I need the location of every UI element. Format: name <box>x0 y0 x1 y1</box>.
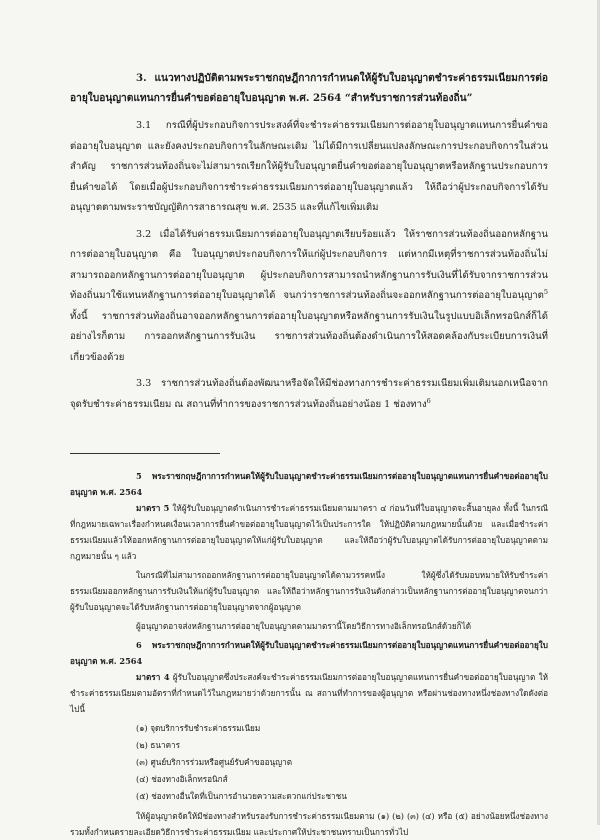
footnote-6-text: ผู้รับใบอนุญาตซึ่งประสงค์จะชำระค่าธรรมเนียมการต่ออายุใบอนุญาตแทนการยื่นคำขอต่ออายุใบอนุญาต ให้ชำระค่าธรรมเนียมตามอัตราที่กำหนดไว้ในกฎหมายว่าด้วยการนั้น ณ สถานที่ทำการของผู้อนุญาต หรือผ่านช่องทางหนึ่งช่องทางใดดังต่อไปนี้ <box>70 672 548 714</box>
paragraph-3-2-tail: ทั้งนี้ ราชการส่วนท้องถิ่นอาจออกหลักฐานการต่ออายุใบอนุญาตหรือหลักฐานการรับเงินในรูปแบบอิเล็กทรอนิกส์ก็ได้ อย่างไรก็ตาม การออกหลักฐานการรับเงิน ราชการส่วนท้องถิ่นต้องดำเนินการให้สอดคล้องกับระเบียบการเงินที่เกี่ยวข้องด้วย <box>70 310 548 363</box>
list-item: (๕) ช่องทางอื่นใดที่เป็นการอำนวยความสะดวกแก่ประชาชน <box>136 791 347 801</box>
list-item: (๑) จุดบริการรับชำระค่าธรรมเนียม <box>136 723 261 733</box>
paragraph-3-3-text: 3.3 ราชการส่วนท้องถิ่นต้องพัฒนาหรือจัดให้มีช่องทางการชำระค่าธรรมเนียมเพิ่มเติมนอกเหนือจากจุดรับชำระค่าธรรมเนียม ณ สถานที่ทำการของราชการส่วนท้องถิ่นอย่างน้อย 1 ช่องทาง <box>70 378 548 410</box>
footnote-5-para-2: ในกรณีที่ไม่สามารถออกหลักฐานการต่ออายุใบอนุญาตได้ตามวรรคหนึ่ง ให้ผู้ซึ่งได้รับมอบหมายให้รับชำระค่าธรรมเนียมออกหลักฐานการรับเงินให้แก่ผู้รับใบอนุญาต และให้ถือว่าหลักฐานการรับเงินดังกล่าวเป็นหลักฐานการต่ออายุใบอนุญาตจนกว่าผู้รับใบอนุญาตจะได้รับหลักฐานการต่ออายุใบอนุญาตจากผู้อนุญาต <box>70 570 548 612</box>
paragraph-3-2 <box>70 225 548 369</box>
footnote-6-channel-list <box>70 720 548 805</box>
footnote-6-para-2: ให้ผู้อนุญาตจัดให้มีช่องทางสำหรับรองรับการชำระค่าธรรมเนียมตาม (๑) (๒) (๓) (๔) หรือ (๕) อย่างน้อยหนึ่งช่องทาง รวมทั้งกำหนดรายละเอียดวิธีการชำระค่าธรรมเนียม และประกาศให้ประชาชนทราบเป็นการทั่วไป <box>70 811 548 837</box>
footnote-5-text: ให้ผู้รับใบอนุญาตดำเนินการชำระค่าธรรมเนียมตามมาตรา ๔ ก่อนวันที่ใบอนุญาตจะสิ้นอายุลง ทั้งนี้ ในกรณีที่กฎหมายเฉพาะเรื่องกำหนดเงื่อนเวลาการยื่นคำขอต่ออายุใบอนุญาตไว้เป็นประการใด ให้ปฏิบัติตามกฎหมายนั้นด้วย และเมื่อชำระค่าธรรมเนียมแล้วให้ออกหลักฐานการต่ออายุใบอนุญาตให้แก่ผู้รับใบอนุญาต และให้ถือว่าผู้รับใบอนุญาตได้รับการต่ออายุใบอนุญาตตามกฎหมายนั้น ๆ แล้ว <box>70 503 548 561</box>
list-item: (๔) ช่องทางอิเล็กทรอนิกส์ <box>136 774 228 784</box>
footnote-divider <box>70 453 220 454</box>
footnote-5-para-3: ผู้อนุญาตอาจส่งหลักฐานการต่ออายุใบอนุญาตตามมาตรานี้โดยวิธีการทางอิเล็กทรอนิกส์ด้วยก็ได้ <box>136 621 472 631</box>
footnote-6-title: 6 พระราชกฤษฎีกาการกำหนดให้ผู้รับใบอนุญาตชำระค่าธรรมเนียมการต่ออายุใบอนุญาตแทนการยื่นคำขอต่ออายุใบอนุญาต พ.ศ. 2564 <box>70 640 548 666</box>
list-item: (๒) ธนาคาร <box>136 740 181 750</box>
footnote-6-section <box>70 669 548 717</box>
paragraph-3-2-text: 3.2 เมื่อได้รับค่าธรรมเนียมการต่ออายุใบอนุญาตเรียบร้อยแล้ว ให้ราชการส่วนท้องถิ่นออกหลักฐานการต่ออายุใบอนุญาต คือ ใบอนุญาตประกอบกิจการให้แก่ผู้ประกอบกิจการ แต่หากมีเหตุที่ราชการส่วนท้องถิ่นไม่สามารถออกหลักฐานการต่ออายุใบอนุญาต ผู้ประกอบกิจการสามารถนำหลักฐานการรับเงินที่ได้รับจากราชการส่วนท้องถิ่นมาใช้แทนหลักฐานการต่ออายุใบอนุญาตได้ จนกว่าราชการส่วนท้องถิ่นจะออกหลักฐานการต่ออายุใบอนุญาต <box>70 228 548 301</box>
footnote-5-section-label: มาตรา 5 <box>136 503 170 513</box>
section-heading: 3. แนวทางปฏิบัติตามพระราชกฤษฎีกาการกำหนดให้ผู้รับใบอนุญาตชำระค่าธรรมเนียมการต่ออายุใบอนุญาตแทนการยื่นคำขอต่ออายุใบอนุญาต พ.ศ. 2564 “สำหรับราชการส่วนท้องถิ่น” <box>70 72 548 104</box>
paragraph-3-1-text: 3.1 กรณีที่ผู้ประกอบกิจการประสงค์ที่จะชำระค่าธรรมเนียมการต่ออายุใบอนุญาตแทนการยื่นคำขอต่ออายุใบอนุญาต และยังคงประกอบกิจการในลักษณะเดิม ไม่ได้มีการเปลี่ยนแปลงลักษณะการประกอบกิจการในส่วนสำคัญ ราชการส่วนท้องถิ่นจะไม่สามารถเรียกให้ผู้รับใบอนุญาตยื่นคำขอต่ออายุใบอนุญาตหรือหลักฐานประกอบการยื่นคำขอได้ โดยเมื่อผู้ประกอบกิจการชำระค่าธรรมเนียมการต่ออายุใบอนุญาตแล้ว ให้ถือว่าผู้ประกอบกิจการได้รับอนุญาตตามพระราชบัญญัติการสาธารณสุข พ.ศ. 2535 และที่แก้ไขเพิ่มเติม <box>70 120 548 213</box>
paragraph-3-1 <box>70 116 548 219</box>
footnote-6-section-label: มาตรา 4 <box>136 672 170 682</box>
paragraph-3-3 <box>70 374 548 415</box>
list-item: (๓) ศูนย์บริการร่วมหรือศูนย์รับคำขออนุญาต <box>136 757 293 767</box>
footnote-ref-5: 5 <box>543 287 548 296</box>
footnote-ref-6: 6 <box>426 396 431 405</box>
footnote-5-title: 5 พระราชกฤษฎีกาการกำหนดให้ผู้รับใบอนุญาตชำระค่าธรรมเนียมการต่ออายุใบอนุญาตแทนการยื่นคำขอต่ออายุใบอนุญาต พ.ศ. 2564 <box>70 471 548 497</box>
footnotes <box>70 468 548 840</box>
footnote-5-section <box>70 500 548 564</box>
